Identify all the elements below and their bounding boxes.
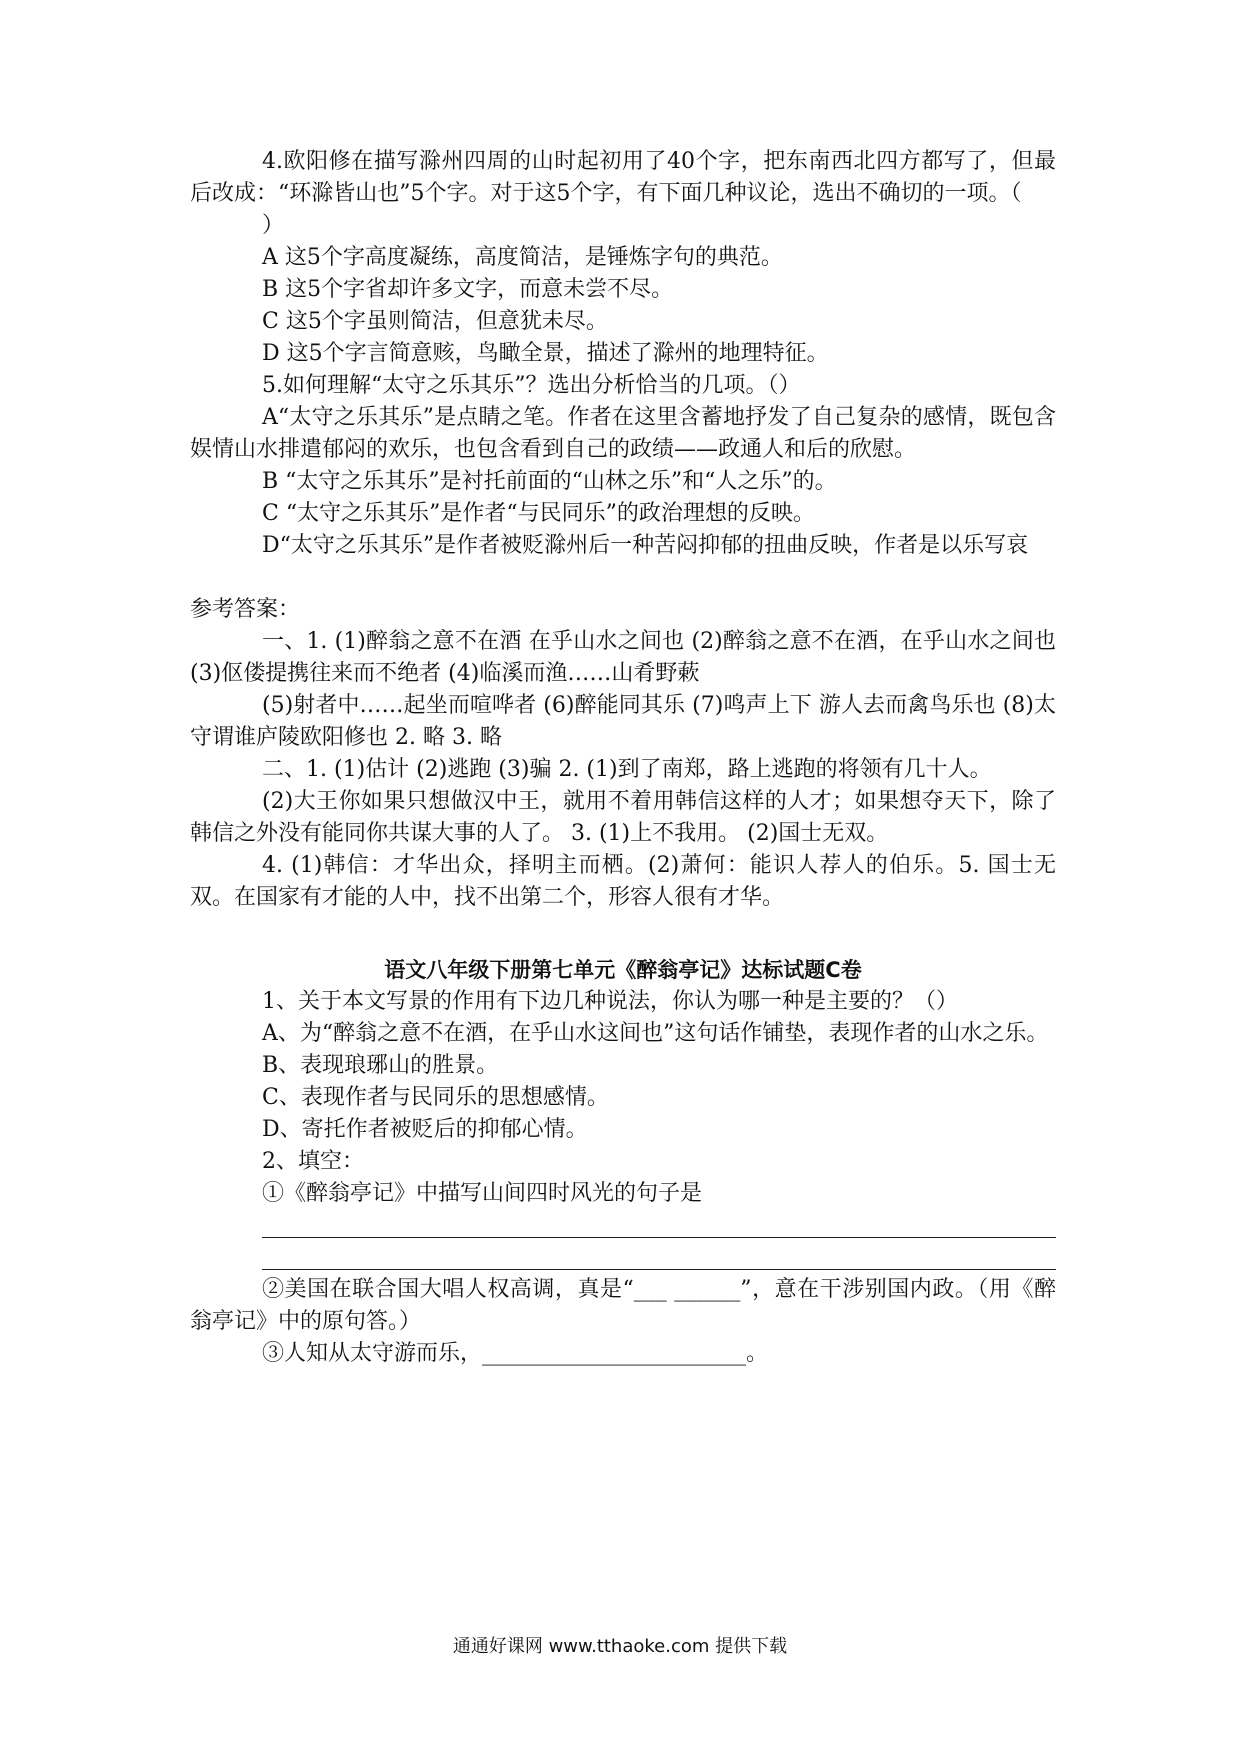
c-question-1-option-d: D、寄托作者被贬后的抑郁心情。 xyxy=(262,1117,588,1142)
c-question-1-option-c: C、表现作者与民同乐的思想感情。 xyxy=(262,1085,609,1110)
c-question-2-item-1: ①《醉翁亭记》中描写山间四时风光的句子是 xyxy=(262,1181,703,1206)
answer-blank-line xyxy=(262,1226,1056,1242)
c-question-1-option-a: A、为“醉翁之意不在酒，在乎山水这间也”这句话作铺垫，表现作者的山水之乐。 xyxy=(262,1021,1049,1046)
question-4-option-c: C 这5个字虽则简洁，但意犹未尽。 xyxy=(262,309,608,334)
question-5-stem: 5.如何理解“太守之乐其乐”？选出分析恰当的几项。（） xyxy=(262,373,801,398)
page-footer: 通通好课网 www.tthaoke.com 提供下载 xyxy=(452,1636,788,1657)
question-4-option-b: B 这5个字省却许多文字，而意未尝不尽。 xyxy=(262,277,674,302)
question-5-option-b: B “太守之乐其乐”是衬托前面的“山林之乐”和“人之乐”的。 xyxy=(262,469,837,494)
c-question-2-item-3: ③人知从太守游而乐，________________________。 xyxy=(262,1341,769,1366)
question-4-close-paren: ） xyxy=(262,213,285,238)
question-4-stem: 4.欧阳修在描写滁州四周的山时起初用了40个字，把东南西北四方都写了，但最后改成：“环滁皆山也”5个字。对于这5个字，有下面几种议论，选出不确切的一项。（ xyxy=(190,149,1056,206)
answer-line: (5)射者中……起坐而喧哗者 (6)醉能同其乐 (7)鸣声上下 游人去而禽鸟乐也 (8)太守谓谁庐陵欧阳修也 2. 略 3. 略 xyxy=(190,693,1056,750)
document-body xyxy=(190,146,1063,1370)
answer-blank-line xyxy=(262,1258,1056,1274)
c-question-1-option-b: B、表现琅琊山的胜景。 xyxy=(262,1053,499,1078)
c-question-2-item-2: ②美国在联合国大唱人权高调，真是“___ ______”，意在干涉别国内政。（用《醉翁亭记》中的原句答。） xyxy=(190,1277,1056,1334)
c-question-1-stem: 1、关于本文写景的作用有下边几种说法，你认为哪一种是主要的？（） xyxy=(262,989,958,1014)
question-5-option-a: A“太守之乐其乐”是点睛之笔。作者在这里含蓄地抒发了自己复杂的感情，既包含娱情山水排遣郁闷的欢乐，也包含看到自己的政绩——政通人和后的欣慰。 xyxy=(190,405,1056,462)
question-5-option-d: D“太守之乐其乐”是作者被贬滁州后一种苦闷抑郁的扭曲反映，作者是以乐写哀 xyxy=(262,533,1029,558)
answers-heading: 参考答案： xyxy=(190,597,301,622)
answer-line: 二、1. (1)估计 (2)逃跑 (3)骗 2. (1)到了南郑，路上逃跑的将领有几十人。 xyxy=(262,757,992,782)
answer-line: 4. (1)韩信：才华出众，择明主而栖。(2)萧何：能识人荐人的伯乐。5. 国士无双。在国家有才能的人中，找不出第二个，形容人很有才华。 xyxy=(190,853,1056,910)
question-5-option-c: C “太守之乐其乐”是作者“与民同乐”的政治理想的反映。 xyxy=(262,501,815,526)
answer-line: (2)大王你如果只想做汉中王，就用不着用韩信这样的人才；如果想夺天下，除了韩信之外没有能同你共谋大事的人了。 3. (1)上不我用。 (2)国士无双。 xyxy=(190,789,1056,846)
question-4-option-d: D 这5个字言简意赅，鸟瞰全景，描述了滁州的地理特征。 xyxy=(262,341,829,366)
answer-line: 一、1. (1)醉翁之意不在酒 在乎山水之间也 (2)醉翁之意不在酒，在乎山水之间也 (3)伛偻提携往来而不绝者 (4)临溪而渔……山肴野蔌 xyxy=(190,629,1063,686)
section-c-title: 语文八年级下册第七单元《醉翁亭记》达标试题C卷 xyxy=(384,958,862,982)
c-question-2-stem: 2、填空： xyxy=(262,1149,364,1174)
question-4-option-a: A 这5个字高度凝练，高度简洁，是锤炼字句的典范。 xyxy=(262,245,783,270)
